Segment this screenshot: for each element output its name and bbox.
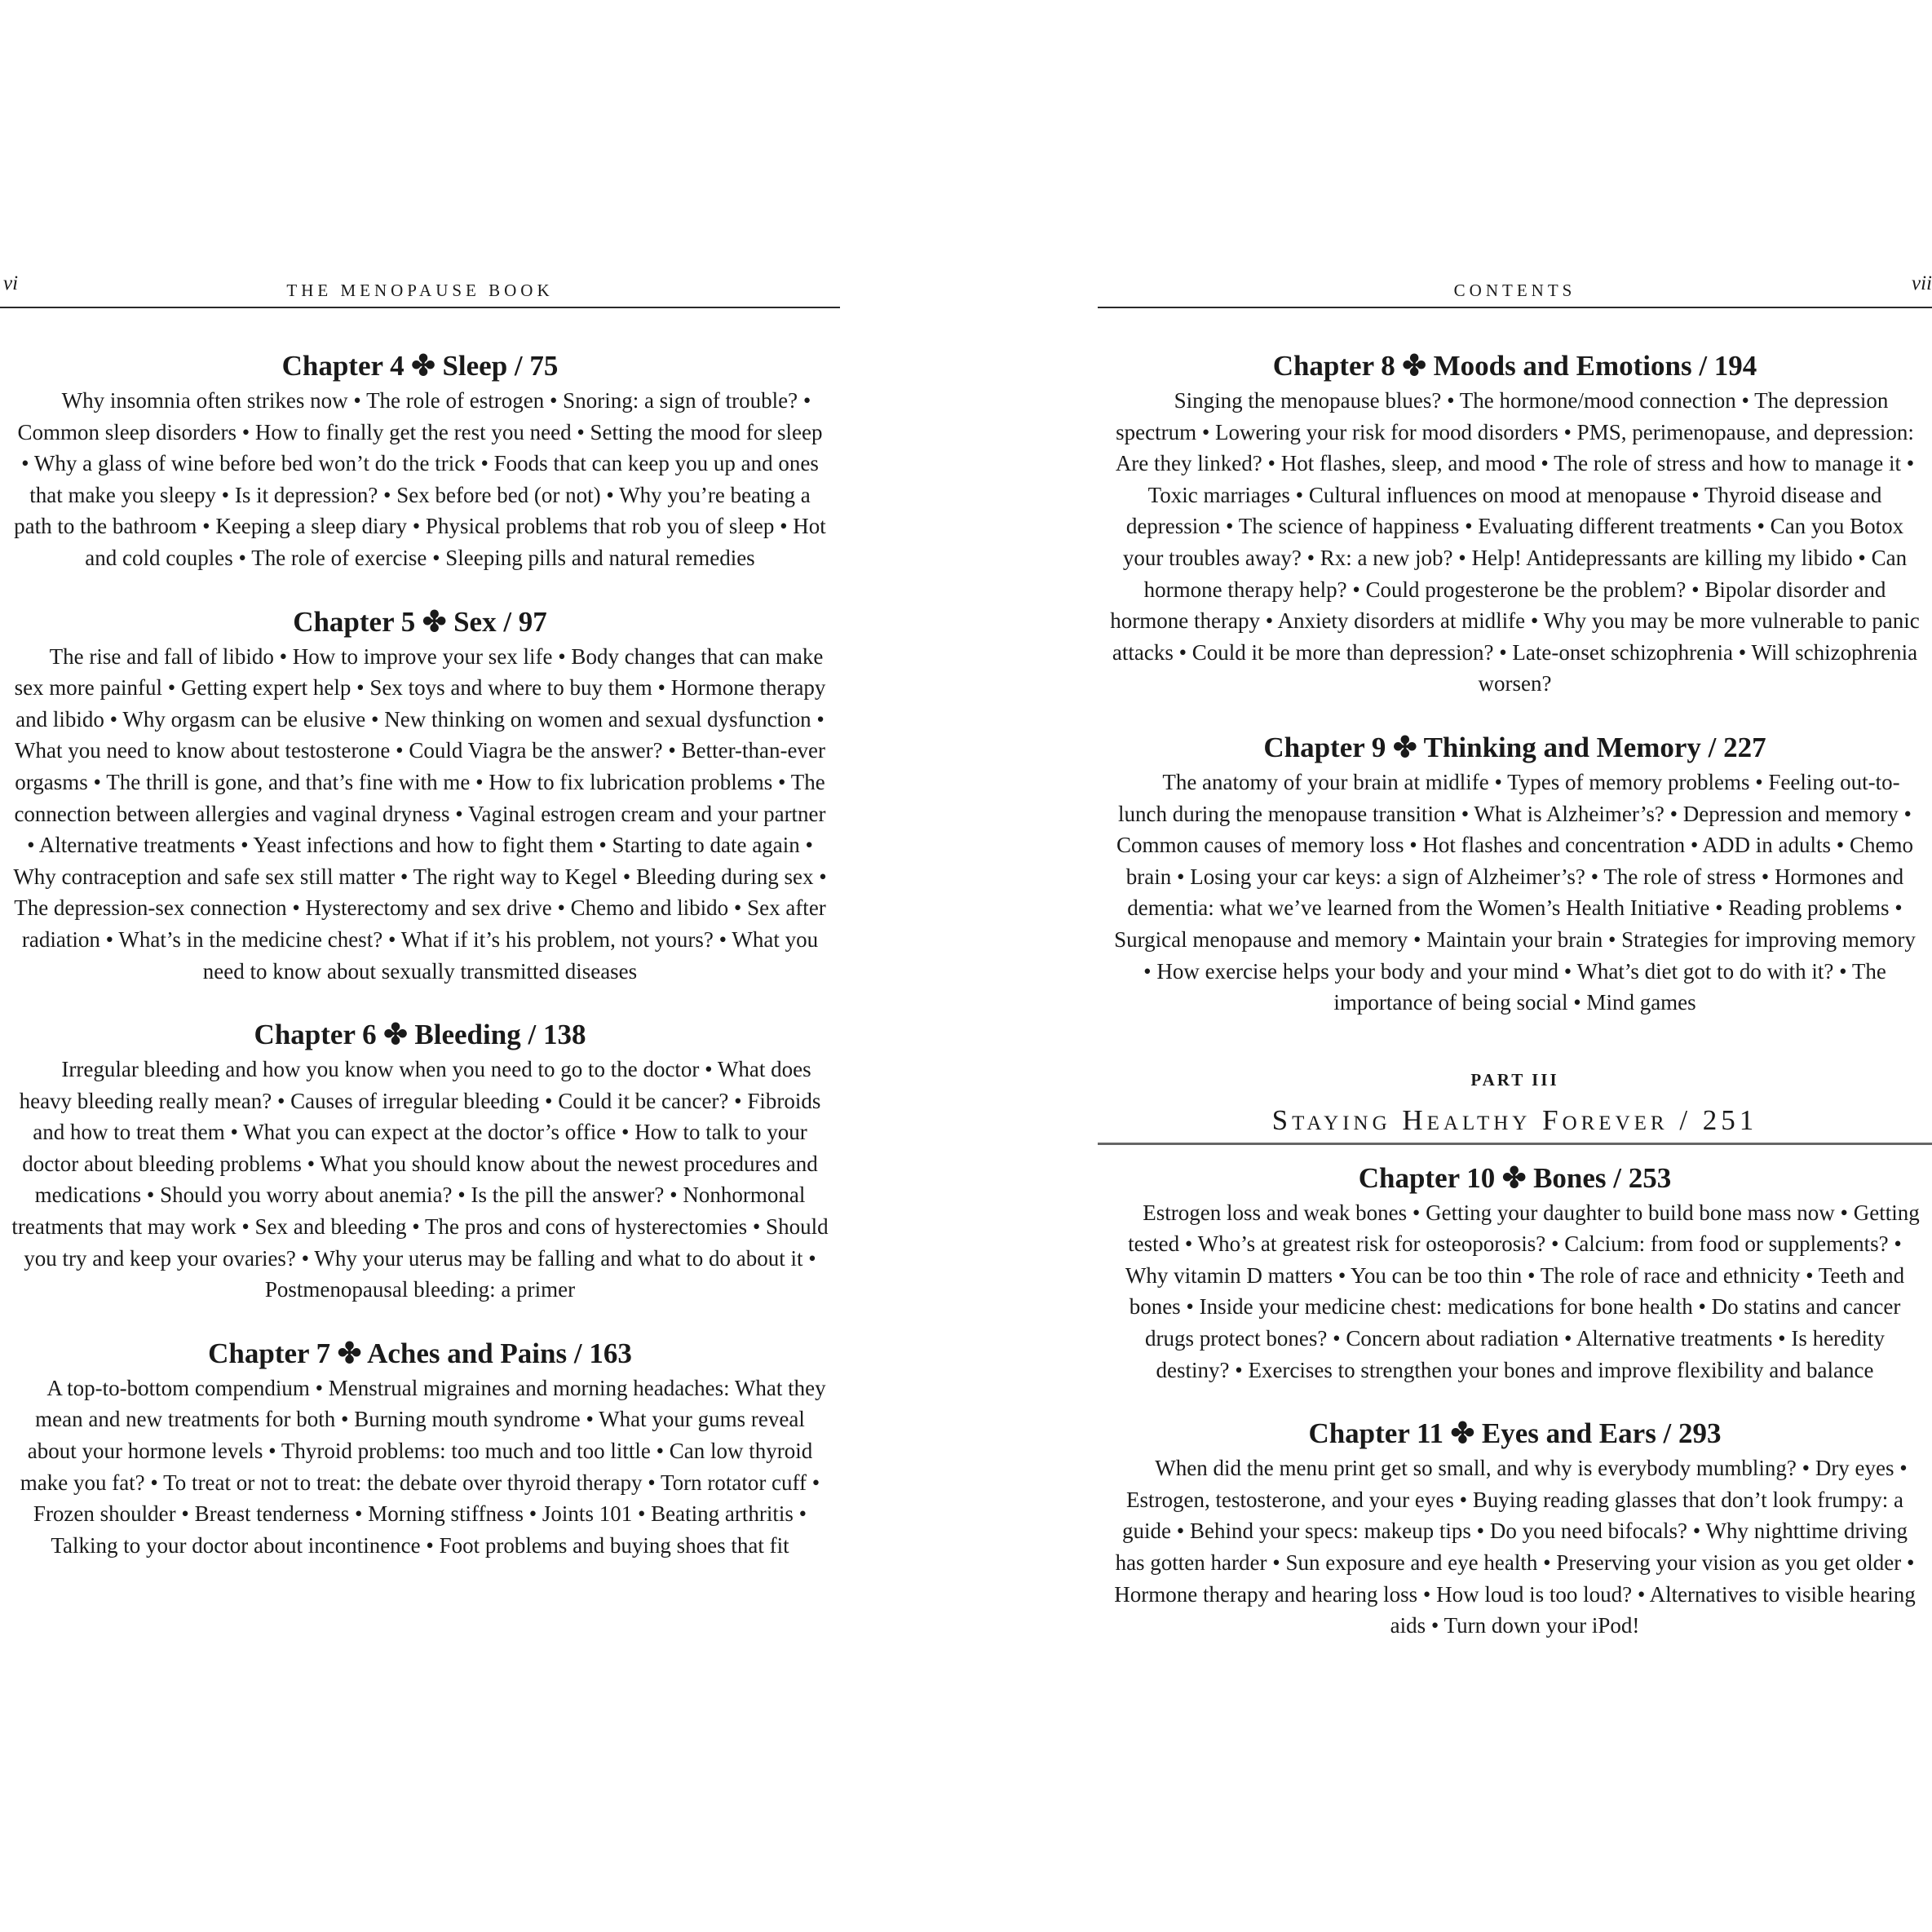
part-title: Staying Healthy Forever / 251 — [1098, 1102, 1932, 1145]
left-running-head — [0, 266, 840, 308]
left-contents — [0, 347, 840, 1561]
right-contents — [1098, 347, 1932, 1642]
chapter-description: The anatomy of your brain at midlife • Types of memory problems • Feeling out-to-lunch during the menopause transition • What is Alzheimer’s? • Depression and memory • Common causes of memory loss • Hot flashes and concentration • ADD in adults • Chemo brain • Losing your car keys: a sign of Alzheimer’s? • The role of stress • Hormones and dementia: what we’ve learned from the Women’s Health Initiative • Reading problems • Surgical menopause and memory • Maintain your brain • Strategies for improving memory • How exercise helps your body and your mind • What’s diet got to do with it? • The importance of being social • Mind games — [1114, 769, 1916, 1015]
chapter-9-entry — [1098, 729, 1932, 1019]
left-page — [0, 266, 840, 1561]
right-folio: vii — [1912, 272, 1932, 294]
chapter-heading: Chapter 10 ✤ Bones / 253 — [1358, 1161, 1672, 1194]
chapter-6-entry — [0, 1016, 840, 1306]
chapter-heading: Chapter 11 ✤ Eyes and Ears / 293 — [1308, 1417, 1722, 1450]
chapter-description: Estrogen loss and weak bones • Getting your daughter to build bone mass now • Getting tested • Who’s at greatest risk for osteoporosis? • Calcium: from food or supplements? • Why vitamin D matters • You can be too thin • The role of race and ethnicity • Teeth and bones • Inside your medicine chest: medications for bone health • Do statins and cancer drugs protect bones? • Concern about radiation • Alternative treatments • Is heredity destiny? • Exercises to strengthen your bones and improve flexibility and balance — [1125, 1200, 1920, 1382]
chapter-8-entry — [1098, 347, 1932, 700]
chapter-5-entry — [0, 603, 840, 988]
chapter-heading: Chapter 5 ✤ Sex / 97 — [293, 605, 547, 638]
chapter-heading: Chapter 9 ✤ Thinking and Memory / 227 — [1263, 731, 1766, 763]
chapter-4-entry — [0, 347, 840, 574]
chapter-11-entry — [1098, 1415, 1932, 1642]
chapter-10-entry — [1098, 1160, 1932, 1386]
chapter-heading: Chapter 7 ✤ Aches and Pains / 163 — [208, 1337, 632, 1369]
chapter-description: Singing the menopause blues? • The hormone/mood connection • The depression spectrum • Lowering your risk for mood disorders • PMS, perimenopause, and depression: Are they linked? • Hot flashes, sleep, and mood • The role of stress and how to manage it • Toxic marriages • Cultural influences on mood at menopause • Thyroid disease and depression • The science of happiness • Evaluating different treatments • Can you Botox your troubles away? • Rx: a new job? • Help! Antidepressants are killing my libido • Can hormone therapy help? • Could progesterone be the problem? • Bipolar disorder and hormone therapy • Anxiety disorders at midlife • Why you may be more vulnerable to panic attacks • Could it be more than depression? • Late-onset schizophrenia • Will schizophrenia worsen? — [1110, 388, 1920, 696]
right-running-title: CONTENTS — [1453, 281, 1576, 300]
chapter-description: The rise and fall of libido • How to improve your sex life • Body changes that can make sex more painful • Getting expert help • Sex toys and where to buy them • Hormone therapy and libido • Why orgasm can be elusive • New thinking on women and sexual dysfunction • What you need to know about testosterone • Could Viagra be the answer? • Better-than-ever orgasms • The thrill is gone, and that’s fine with me • How to fix lubrication problems • The connection between allergies and vaginal dryness • Vaginal estrogen cream and your partner • Alternative treatments • Yeast infections and how to fight them • Starting to date again • Why contraception and safe sex still matter • The right way to Kegel • Bleeding during sex • The depression-sex connection • Hysterectomy and sex drive • Chemo and libido • Sex after radiation • What’s in the medicine chest? • What if it’s his problem, not yours? • What you need to know about sexually transmitted diseases — [13, 643, 827, 984]
right-page — [1098, 266, 1932, 1642]
chapter-heading: Chapter 4 ✤ Sleep / 75 — [281, 350, 559, 382]
right-running-head — [1098, 266, 1932, 308]
part-3-block — [1098, 1068, 1932, 1145]
part-label: PART III — [1470, 1069, 1559, 1090]
chapter-7-entry — [0, 1335, 840, 1562]
chapter-description: Irregular bleeding and how you know when you need to go to the doctor • What does heavy bleeding really mean? • Causes of irregular bleeding • Could it be cancer? • Fibroids and how to treat them • What you can expect at the doctor’s office • How to talk to your doctor about bleeding problems • What you should know about the newest procedures and medications • Should you worry about anemia? • Is the pill the answer? • Nonhormonal treatments that may work • Sex and bleeding • The pros and cons of hysterectomies • Should you try and keep your ovaries? • Why your uterus may be falling and what to do about it • Postmenopausal bleeding: a primer — [11, 1057, 829, 1302]
chapter-heading: Chapter 8 ✤ Moods and Emotions / 194 — [1272, 350, 1757, 382]
chapter-description: A top-to-bottom compendium • Menstrual migraines and morning headaches: What they mean and new treatments for both • Burning mouth syndrome • What your gums reveal about your hormone levels • Thyroid problems: too much and too little • Can low thyroid make you fat? • To treat or not to treat: the debate over thyroid therapy • Torn rotator cuff • Frozen shoulder • Breast tenderness • Morning stiffness • Joints 101 • Beating arthritis • Talking to your doctor about incontinence • Foot problems and buying shoes that fit — [20, 1375, 826, 1558]
chapter-description: Why insomnia often strikes now • The role of estrogen • Snoring: a sign of trouble? • Common sleep disorders • How to finally get the rest you need • Setting the mood for sleep • Why a glass of wine before bed won’t do the trick • Foods that can keep you up and ones that make you sleepy • Is it depression? • Sex before bed (or not) • Why you’re beating a path to the bathroom • Keeping a sleep diary • Physical problems that rob you of sleep • Hot and cold couples • The role of exercise • Sleeping pills and natural remedies — [14, 388, 826, 570]
left-folio: vi — [3, 272, 19, 294]
chapter-description: When did the menu print get so small, and why is everybody mumbling? • Dry eyes • Estrogen, testosterone, and your eyes • Buying reading glasses that don’t look frumpy: a guide • Behind your specs: makeup tips • Do you need bifocals? • Why nighttime driving has gotten harder • Sun exposure and eye health • Preserving your vision as you get older • Hormone therapy and hearing loss • How loud is too loud? • Alternatives to visible hearing aids • Turn down your iPod! — [1114, 1456, 1916, 1638]
chapter-heading: Chapter 6 ✤ Bleeding / 138 — [254, 1019, 586, 1051]
left-running-title: THE MENOPAUSE BOOK — [286, 281, 554, 300]
